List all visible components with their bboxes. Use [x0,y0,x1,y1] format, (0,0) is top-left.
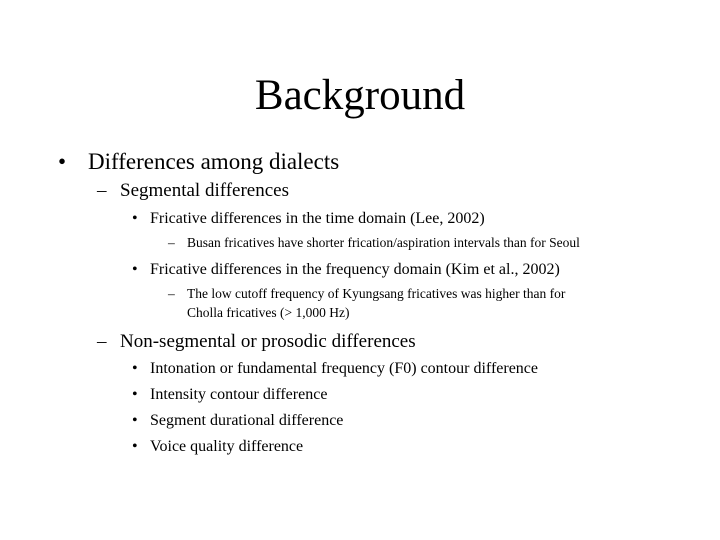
bullet-marker: • [132,360,138,377]
bullet-marker: • [132,386,138,403]
bullet-text-level3: Intensity contour difference [150,386,328,403]
bullet-marker: • [132,412,138,429]
bullet-text-level4: Busan fricatives have shorter frication/aspiration intervals than for Seoul [187,235,580,250]
slide-title: Background [254,72,466,119]
bullet-marker: • [58,149,67,174]
bullet-marker: • [132,210,138,227]
bullet-text-level1: Differences among dialects [88,149,340,174]
dash-marker: – [168,235,175,250]
dash-marker: – [97,180,107,201]
bullet-text-level3: Segment durational difference [150,412,344,429]
bullet-text-level2: Segmental differences [120,180,289,201]
bullet-marker: • [132,438,138,455]
bullet-text-level3: Intonation or fundamental frequency (F0) contour difference [150,360,538,377]
bullet-text-level4-continuation: Cholla fricatives (> 1,000 Hz) [187,305,350,320]
dash-marker: – [168,286,175,301]
bullet-text-level3: Fricative differences in the frequency domain (Kim et al., 2002) [150,261,560,278]
bullet-marker: • [132,261,138,278]
bullet-text-level3: Voice quality difference [150,438,304,455]
bullet-text-level3: Fricative differences in the time domain (Lee, 2002) [150,210,485,227]
bullet-text-level4: The low cutoff frequency of Kyungsang fricatives was higher than for [187,286,566,301]
bullet-text-level2: Non-segmental or prosodic differences [120,331,416,352]
dash-marker: – [97,331,107,352]
